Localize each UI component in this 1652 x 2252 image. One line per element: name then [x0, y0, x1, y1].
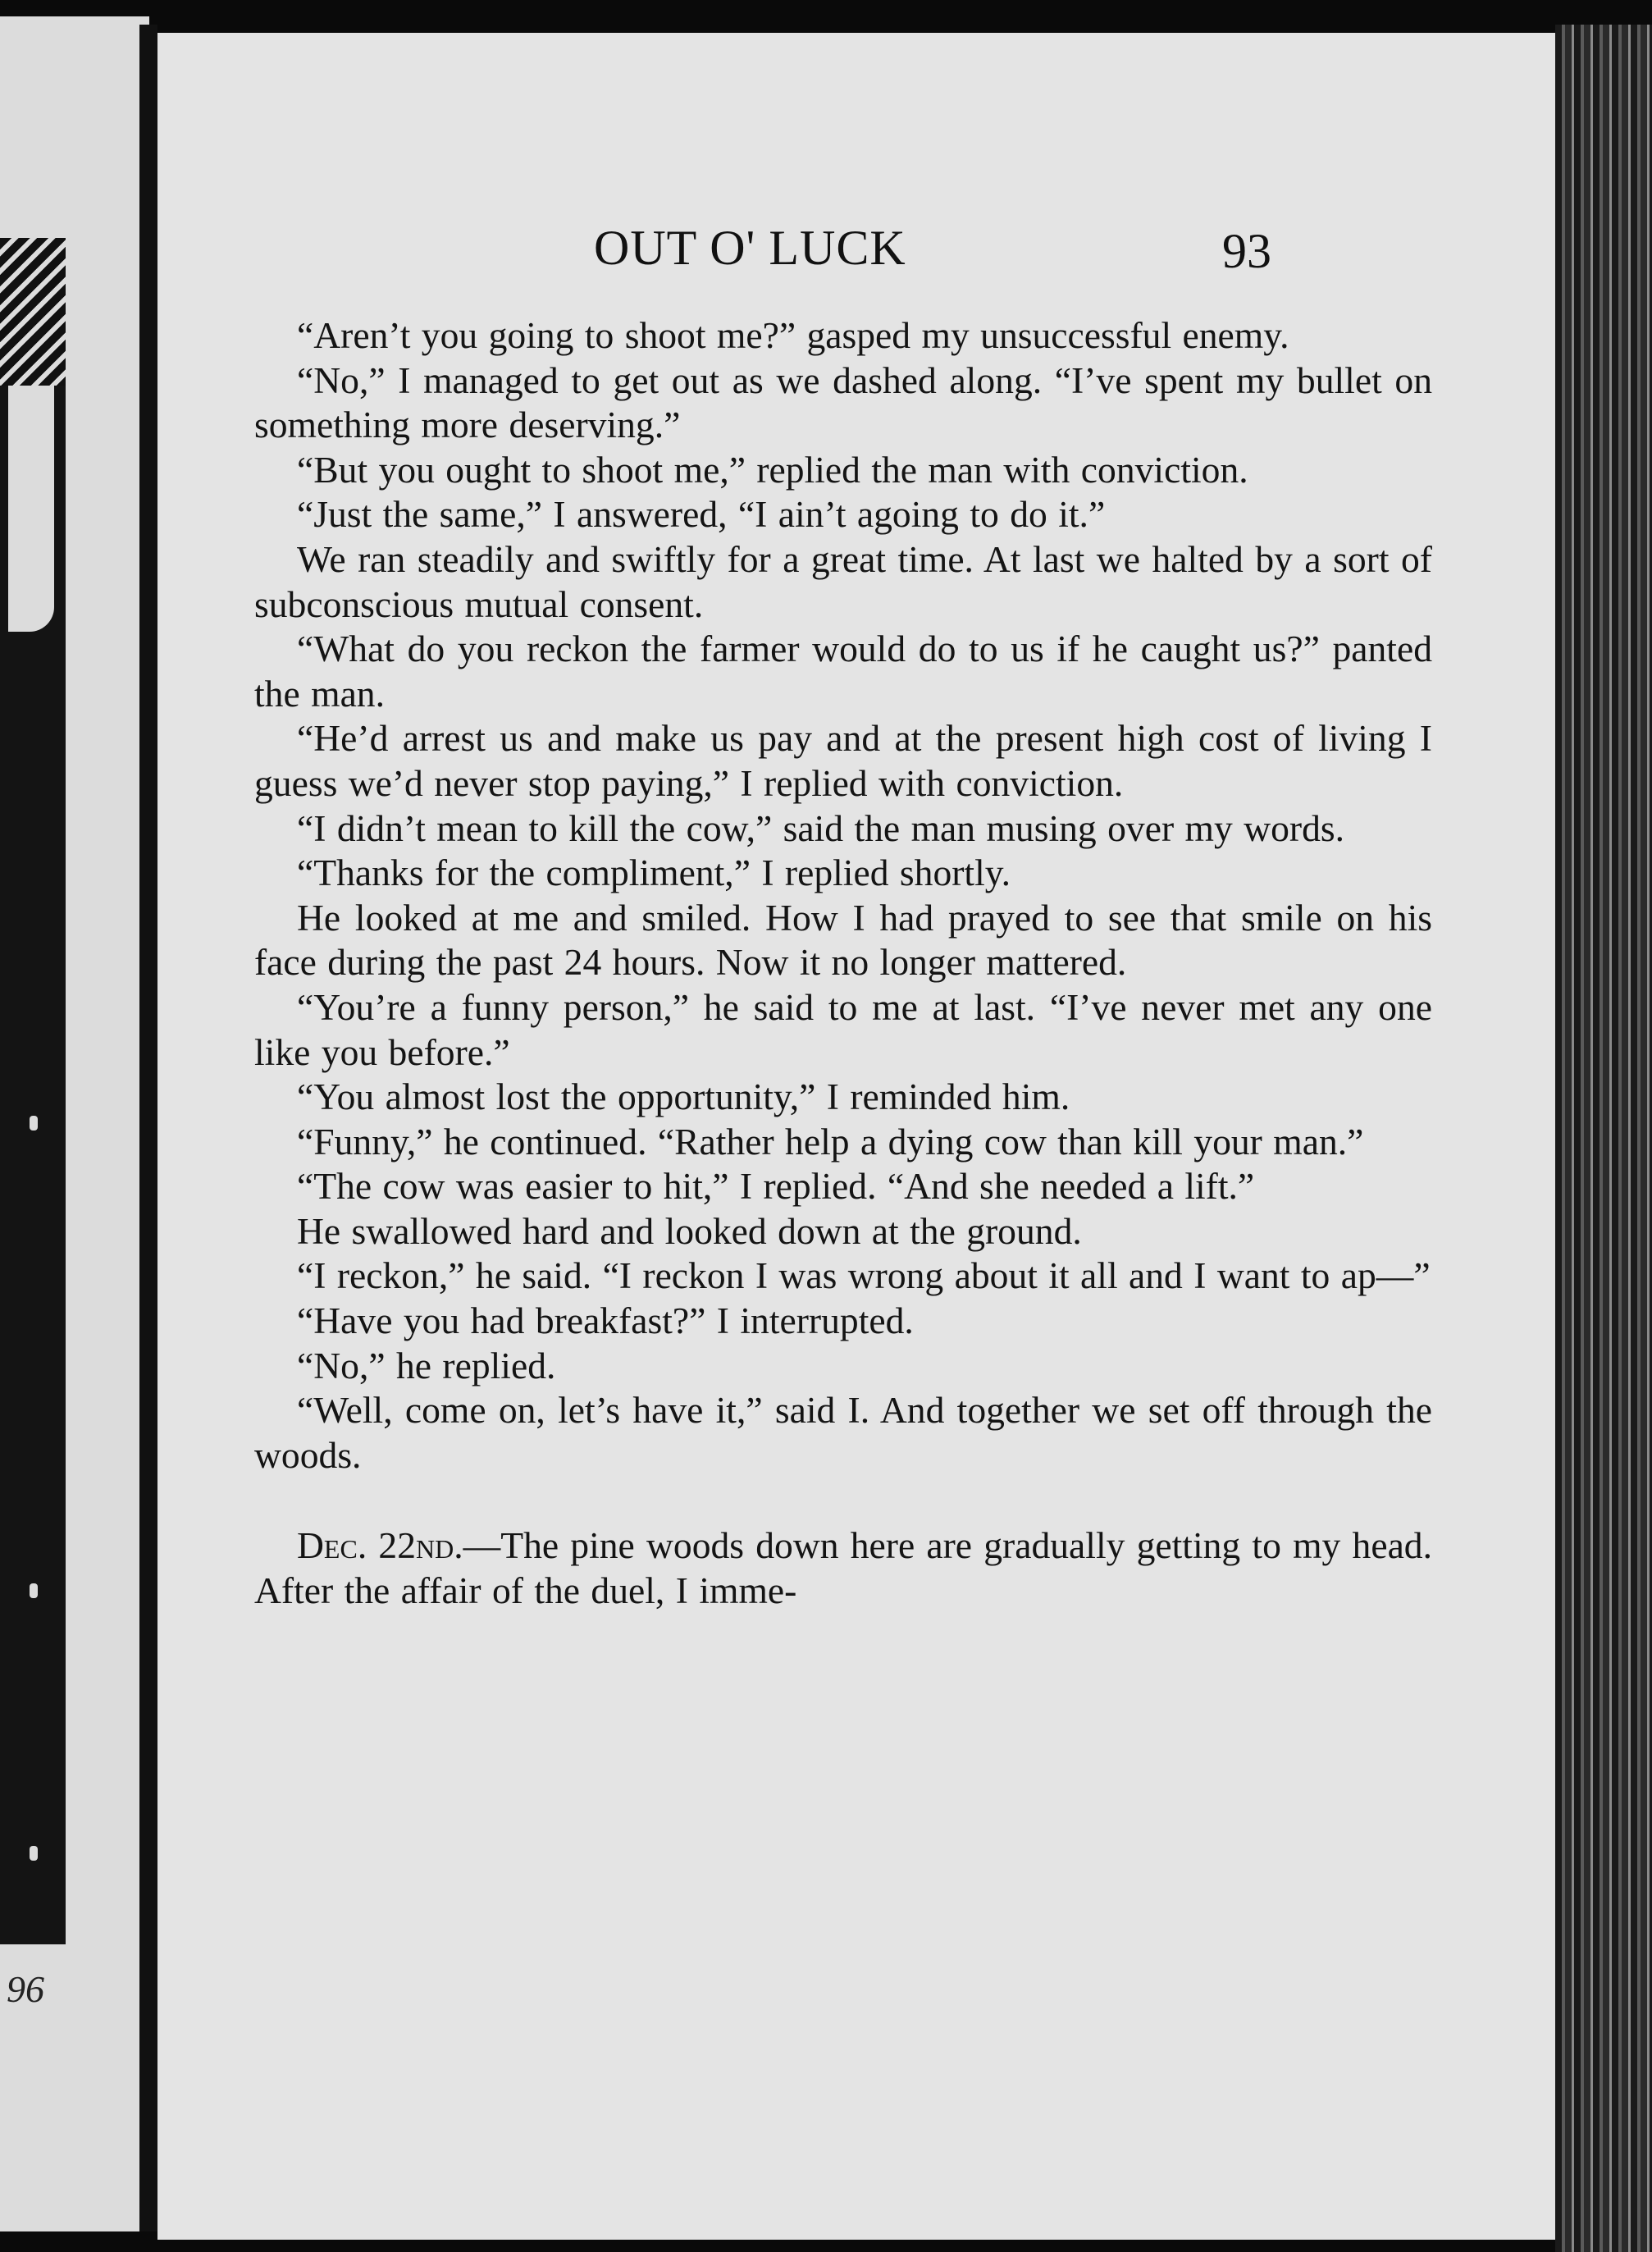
paragraph: We ran steadily and swiftly for a great time. At last we halted by a sort of subconscious mutual consent. [254, 537, 1432, 625]
running-head: OUT O' LUCK [594, 221, 906, 275]
body-text [254, 313, 1432, 1614]
paragraph: “You almost lost the opportunity,” I reminded him. [297, 1076, 1070, 1118]
page-number: 93 [1222, 224, 1271, 278]
illustration-mark [30, 1583, 38, 1598]
facing-page [0, 16, 149, 2231]
paragraph: “He’d arrest us and make us pay and at the present high cost of living I guess we’d never stop paying,” I replied with conviction. [254, 717, 1432, 804]
dated-entry [254, 1523, 1432, 1613]
paragraph: He looked at me and smiled. How I had prayed to see that smile on his face during the past 24 hours. Now it no longer mattered. [254, 896, 1432, 984]
paragraph: “You’re a funny person,” he said to me at last. “I’ve never met any one like you before.” [254, 985, 1432, 1073]
paragraph: “I didn’t mean to kill the cow,” said the man musing over my words. [297, 806, 1345, 849]
illustration-mark [30, 1846, 38, 1861]
paragraph: “Funny,” he continued. “Rather help a dying cow than kill your man.” [297, 1120, 1364, 1163]
entry-date: Dec. 22nd. [297, 1524, 463, 1567]
illustration-mark [30, 1116, 38, 1131]
page-header [157, 212, 1558, 285]
book-page [157, 33, 1558, 2240]
paragraph: “The cow was easier to hit,” I replied. “And she needed a lift.” [297, 1165, 1255, 1208]
paragraph: “Aren’t you going to shoot me?” gasped my unsuccessful enemy. [297, 314, 1289, 356]
paragraph: “Have you had breakfast?” I interrupted. [297, 1300, 914, 1342]
illustration-highlight [8, 386, 54, 632]
paragraph: “I reckon,” he said. “I reckon I was wrong about it all and I want to ap—” [297, 1254, 1431, 1297]
entry-text: —The pine woods down here are gradually getting to my head. After the affair of the duel, I imme- [254, 1524, 1432, 1612]
paragraph: “No,” I managed to get out as we dashed along. “I’ve spent my bullet on something more deserving.” [254, 359, 1432, 446]
page-gutter [139, 25, 157, 2231]
paragraph: “What do you reckon the farmer would do to us if he caught us?” panted the man. [254, 628, 1432, 715]
paragraph: “Thanks for the compliment,” I replied shortly. [297, 852, 1011, 894]
facing-page-number: 96 [7, 1968, 44, 2010]
illustration-hatching [0, 238, 66, 386]
paragraph: “No,” he replied. [297, 1344, 556, 1386]
facing-page-illustration [0, 238, 66, 1944]
paragraph: “Well, come on, let’s have it,” said I. And together we set off through the woods. [254, 1389, 1432, 1476]
paragraph: “Just the same,” I answered, “I ain’t agoing to do it.” [297, 493, 1106, 536]
book-page-edges [1555, 25, 1652, 2252]
paragraph: He swallowed hard and looked down at the ground. [297, 1209, 1082, 1252]
paragraph: “But you ought to shoot me,” replied the man with conviction. [297, 448, 1248, 491]
